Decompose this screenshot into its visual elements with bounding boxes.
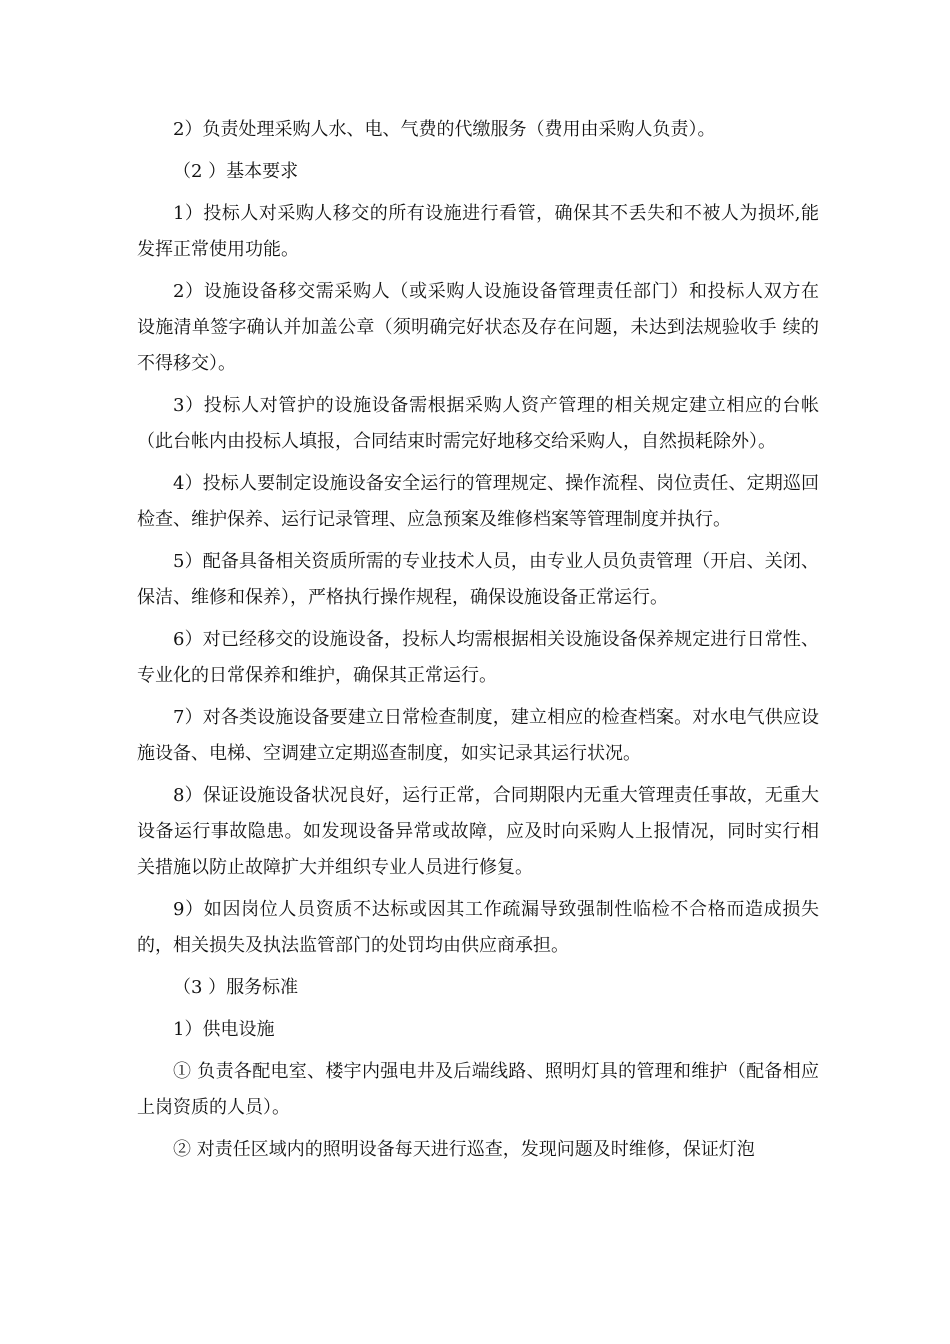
paragraph-power-item-1: ① 负责各配电室、楼宇内强电井及后端线路、照明灯具的管理和维护（配备相应上岗资质的人员）。: [137, 1061, 819, 1118]
heading-service-standards: （3 ）服务标准: [173, 977, 299, 998]
paragraph-requirement-3: 3）投标人对管护的设施设备需根据采购人资产管理的相关规定建立相应的台帐（此台帐内由投标人填报，合同结束时需完好地移交给采购人，自然损耗除外）。: [137, 395, 819, 452]
paragraph-requirement-4: 4）投标人要制定设施设备安全运行的管理规定、操作流程、岗位责任、定期巡回检查、维护保养、运行记录管理、应急预案及维修档案等管理制度并执行。: [137, 473, 819, 530]
paragraph-requirement-8: 8）保证设施设备状况良好，运行正常，合同期限内无重大管理责任事故，无重大设备运行事故隐患。如发现设备异常或故障，应及时向采购人上报情况，同时实行相关措施以防止故障扩大并组织专业人员进行修复。: [137, 785, 819, 878]
paragraph-requirement-2: 2）设施设备移交需采购人（或采购人设施设备管理责任部门）和投标人双方在 设施清单签字确认并加盖公章（须明确完好状态及存在问题，未达到法规验收手 续的不得移交）。: [137, 281, 819, 374]
paragraph-requirement-1: 1）投标人对采购人移交的所有设施进行看管，确保其不丢失和不被人为损坏,能发挥正常使用功能。: [137, 203, 819, 260]
paragraph-requirement-5: 5）配备具备相关资质所需的专业技术人员，由专业人员负责管理（开启、关闭、保洁、维修和保养），严格执行操作规程，确保设施设备正常运行。: [137, 551, 819, 608]
paragraph-requirement-9: 9）如因岗位人员资质不达标或因其工作疏漏导致强制性临检不合格而造成损失的，相关损失及执法监管部门的处罚均由供应商承担。: [137, 899, 819, 956]
paragraph-water-electric-gas-fees: 2）负责处理采购人水、电、气费的代缴服务（费用由采购人负责）。: [173, 119, 716, 140]
heading-basic-requirements: （2 ）基本要求: [173, 161, 299, 182]
heading-power-supply-facilities: 1）供电设施: [173, 1019, 275, 1040]
paragraph-power-item-2: ② 对责任区域内的照明设备每天进行巡查，发现问题及时维修，保证灯泡: [173, 1139, 755, 1160]
paragraph-requirement-7: 7）对各类设施设备要建立日常检查制度，建立相应的检查档案。对水电气供应设施设备、电梯、空调建立定期巡查制度，如实记录其运行状况。: [137, 707, 819, 764]
paragraph-requirement-6: 6）对已经移交的设施设备，投标人均需根据相关设施设备保养规定进行日常性、专业化的日常保养和维护，确保其正常运行。: [137, 629, 819, 686]
document-body: [137, 112, 819, 1174]
